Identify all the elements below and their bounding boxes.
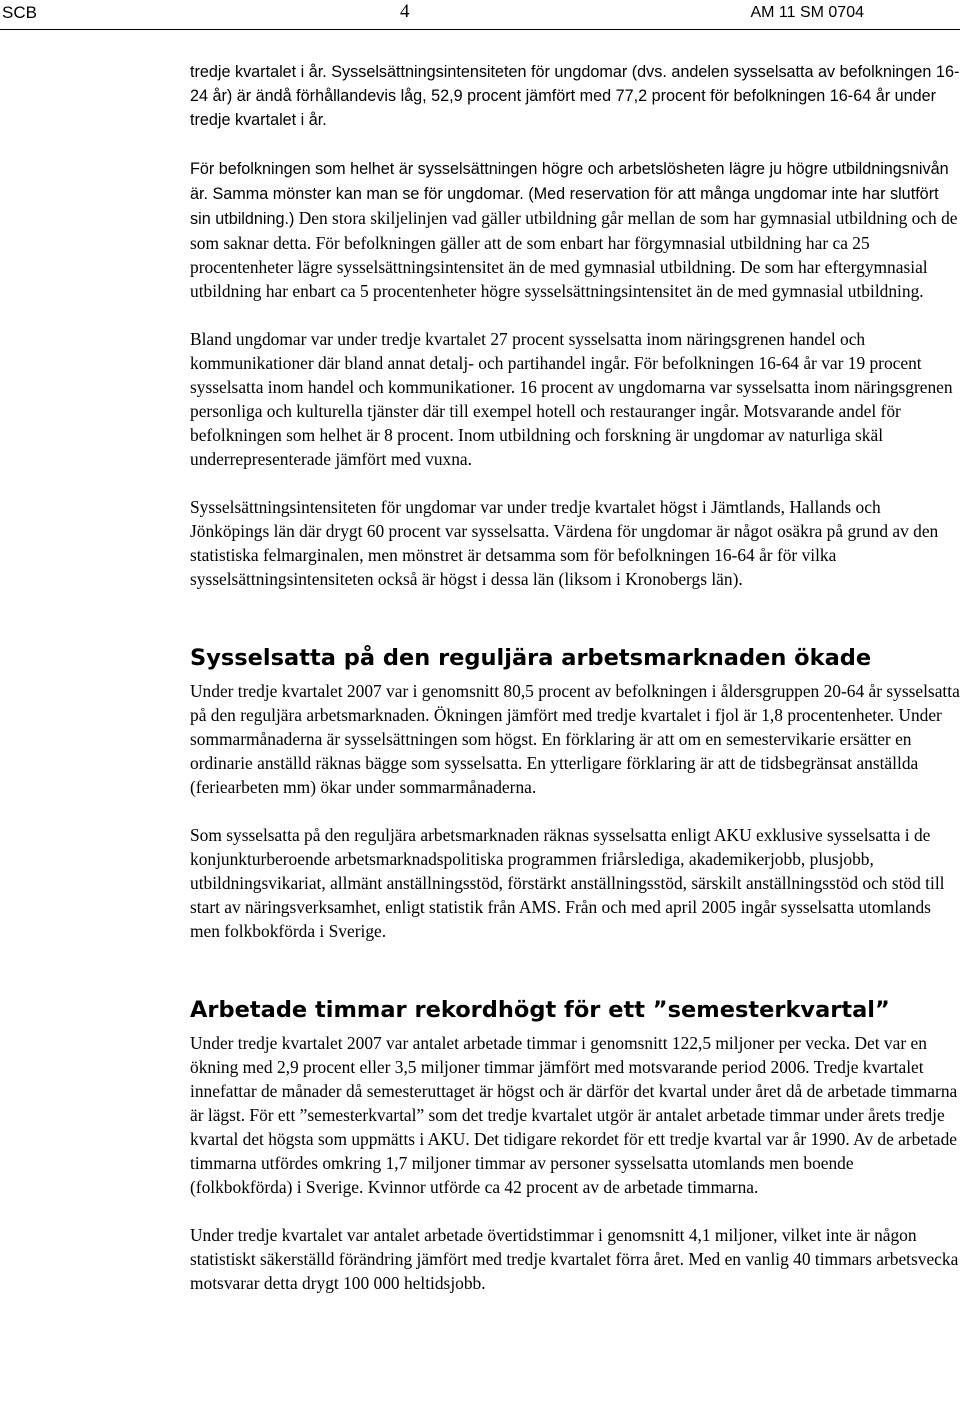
section-heading: Sysselsatta på den reguljära arbetsmarknaden ökade [190, 645, 872, 671]
document-body [190, 60, 960, 1295]
header-org: SCB [2, 3, 37, 22]
paragraph: Under tredje kvartalet 2007 var antalet arbetade timmar i genomsnitt 122,5 miljoner per vecka. Det var en ökning med 2,9 procent eller 3,5 miljoner timmar jämfört med motsvarande period 2006. Tredje kvartalet innefattar de månader då semesteruttaget är högst och är därför det kvartal under året då de arbetade timmarna är lägst. För ett ”semesterkvartal” som det tredje kvartalet utgör är antalet arbetade timmar under årets tredje kvartal det högsta som uppmätts i AKU. Det tidigare rekordet för ett tredje kvartal var år 1990. Av de arbetade timmarna utfördes omkring 1,7 miljoner timmar av personer sysselsatta utomlands men boende (folkbokförda) i Sverige. Kvinnor utförde ca 42 procent av de arbetade timmarna. [190, 1033, 958, 1197]
paragraph: Under tredje kvartalet 2007 var i genomsnitt 80,5 procent av befolkningen i åldersgruppen 20-64 år sysselsatta på den reguljära arbetsmarknaden. Ökningen jämfört med tredje kvartalet i fjol är 1,8 procentenheter. Under sommarmånaderna är sysselsättningen som högst. En förklaring är att om en semestervikarie ersätter en ordinarie anställd räknas bägge som sysselsatta. En ytterligare förklaring är att de tidsbegränsat anställda (feriearbeten mm) ökar under sommarmånaderna. [190, 681, 960, 797]
paragraph: tredje kvartalet i år. Sysselsättningsintensiteten för ungdomar (dvs. andelen sysselsatta av befolkningen 16-24 år) är ändå förhållandevis låg, 52,9 procent jämfört med 77,2 procent för befolkningen 16-64 år under tredje kvartalet i år. [190, 63, 960, 129]
paragraph: Under tredje kvartalet var antalet arbetade övertidstimmar i genomsnitt 4,1 miljoner, vilket inte är någon statistiskt säkerställd förändring jämfört med tredje kvartalet förra året. Med en vanlig 40 timmars arbetsvecka motsvarar detta drygt 100 000 heltidsjobb. [190, 1225, 959, 1293]
paragraph: Sysselsättningsintensiteten för ungdomar var under tredje kvartalet högst i Jämtlands, Hallands och Jönköpings län där drygt 60 procent var sysselsatta. Värdena för ungdomar är något osäkra på grund av den statistiska felmarginalen, men mönstret är detsamma som för befolkningen 16-64 år för vilka sysselsättningsintensiteten också är högst i dessa län (liksom i Kronobergs län). [190, 497, 939, 589]
header-rule [0, 29, 960, 30]
header-doc-id: AM 11 SM 0704 [750, 4, 864, 21]
paragraph [190, 156, 960, 303]
paragraph: Som sysselsatta på den reguljära arbetsmarknaden räknas sysselsatta enligt AKU exklusive sysselsatta i de konjunkturberoende arbetsmarknadspolitiska programmen friårslediga, akademikerjobb, plusjobb, utbildningsvikariat, allmänt anställningsstöd, förstärkt anställningsstöd, särskilt anställningsstöd och stöd till start av näringsverksamhet, enligt statistik från AMS. Från och med april 2005 ingår sysselsatta utomlands men folkbokförda i Sverige. [190, 825, 945, 941]
paragraph-serif-part: Den stora skiljelinjen vad gäller utbildning går mellan de som har gymnasial utbildning och de som saknar detta. För befolkningen gäller att de som enbart har förgymnasial utbildning har ca 25 procentenheter lägre sysselsättningsintensitet än de med gymnasial utbildning. De som har eftergymnasial utbildning har enbart ca 5 procentenheter högre sysselsättningsintensitet än de med gymnasial utbildning. [190, 208, 958, 301]
paragraph-sans-part: För befolkningen som helhet är sysselsättningen högre och arbetslösheten lägre ju högre utbildningsnivån är. Samma mönster kan man se för ungdomar. (Med reservation för att många ungdomar inte har slutfört sin utbildning.) [190, 160, 949, 228]
section-heading: Arbetade timmar rekordhögt för ett ”semesterkvartal” [190, 997, 890, 1023]
page-number: 4 [400, 1, 410, 22]
paragraph: Bland ungdomar var under tredje kvartalet 27 procent sysselsatta inom näringsgrenen handel och kommunikationer där bland annat detalj- och partihandel ingår. För befolkningen 16-64 år var 19 procent sysselsatta inom handel och kommunikationer. 16 procent av ungdomarna var sysselsatta inom näringsgrenen personliga och kulturella tjänster där till exempel hotell och restauranger ingår. Motsvarande andel för befolkningen som helhet är 8 procent. Inom utbildning och forskning är ungdomar av naturliga skäl underrepresenterade jämfört med vuxna. [190, 329, 953, 469]
page-header [0, 0, 960, 30]
